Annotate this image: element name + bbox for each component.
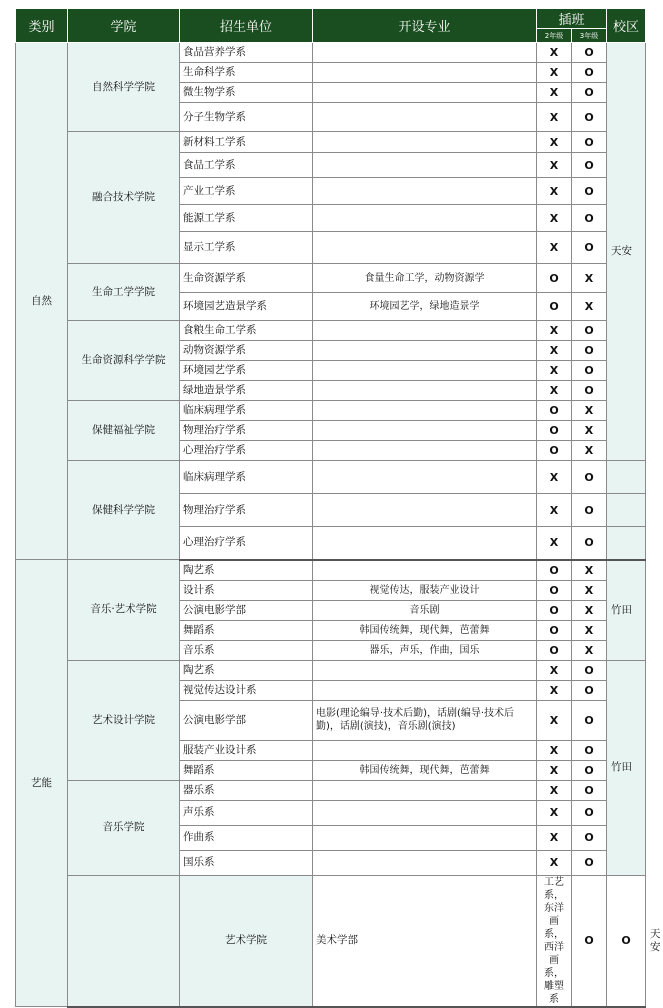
unit-cell: 临床病理学系 [180, 461, 313, 494]
year3-cell: O [572, 83, 607, 103]
college-cell: 艺术学院 [180, 875, 313, 1007]
unit-cell: 食品工学系 [180, 153, 313, 178]
majors-cell [313, 740, 537, 760]
majors-cell [313, 800, 537, 825]
unit-cell: 环境园艺学系 [180, 361, 313, 381]
majors-cell [313, 825, 537, 850]
unit-cell: 美术学部 [313, 875, 537, 1007]
year2-cell: X [537, 800, 572, 825]
unit-cell: 物理治疗学系 [180, 494, 313, 527]
year2-cell: X [537, 361, 572, 381]
majors-cell [313, 461, 537, 494]
year3-cell: O [607, 875, 646, 1007]
year2-cell: X [537, 780, 572, 800]
unit-cell: 心理治疗学系 [180, 441, 313, 461]
unit-cell: 国乐系 [180, 850, 313, 875]
majors-cell [313, 560, 537, 581]
majors-cell [313, 321, 537, 341]
year2-cell: X [537, 850, 572, 875]
category-cell: 自然 [16, 43, 68, 560]
admissions-table: 类别 学院 招生单位 开设专业 插班 校区 2年级 3年级 自然 自然科学学院 食品营养学系 X O 天安 生命科学系 X O 微生物学系 X O 分子生物学系 X O 融合技术学院 新材料工学系 X O 食品工学系 X O 产业工学系 X O 能源工学系 X O 显示工学系 X O 生命工学学院 生命资源学系 食量生命工学，动物资源学 O X 环境园艺造景学系 环境园艺学，绿地造景学 O X 生命资源科学学院 食粮生命工学系 X O 动物资源学系 X O 环境园艺学系 X O 绿地造景学系 X O 保健福祉学院 临床病理学系 O X 物理治疗学系 O X 心理治疗学系 O X 保健科学学院 临床病理学系 X O 物理治疗学系 X O 心理治疗学系 X O 艺能 音乐·艺术学院 陶艺系 O X 竹田 设计系 视觉传达，服装产业设计 O X 公演电影学部 音乐剧 O X 舞蹈系 韩国传统舞，现代舞，芭蕾舞 O X 音乐系 器乐，声乐，作曲，国乐 O X 艺术设计学院 陶艺系 X O 竹田 视觉传达设计系 X O 公演电影学部 电影(理论编导·技术后勤)，话剧(编导·技术后勤)，话剧(演技)，音乐剧(演技) X O 服装产业设计系 X O 舞蹈系 韩国传统舞，现代舞，芭蕾舞 X O 音乐学院 器乐系 X O 声乐系 X O 作曲系 X O 国乐系 X O 艺术学院 美术学部 工艺系，东洋画系，西洋画系，雕塑系 O O 天安 [15, 8, 646, 1008]
majors-cell [313, 153, 537, 178]
campus-cell [607, 461, 646, 494]
unit-cell: 陶艺系 [180, 560, 313, 581]
unit-cell: 显示工学系 [180, 232, 313, 264]
unit-cell: 分子生物学系 [180, 103, 313, 132]
header-category: 类别 [16, 9, 68, 43]
campus-cell: 竹田 [607, 560, 646, 661]
year3-cell: O [572, 527, 607, 560]
college-cell: 生命资源科学学院 [68, 321, 180, 401]
majors-cell [313, 850, 537, 875]
year2-cell: O [537, 640, 572, 660]
year3-cell: O [572, 660, 607, 680]
year3-cell: X [572, 640, 607, 660]
year3-cell: O [572, 205, 607, 232]
year2-cell: X [537, 740, 572, 760]
unit-cell: 绿地造景学系 [180, 381, 313, 401]
college-cell: 艺术设计学院 [68, 660, 180, 780]
year2-cell: X [537, 527, 572, 560]
college-cell: 生命工学学院 [68, 264, 180, 321]
majors-cell: 电影(理论编导·技术后勤)，话剧(编导·技术后勤)，话剧(演技)，音乐剧(演技) [313, 700, 537, 740]
year3-cell: O [572, 825, 607, 850]
year2-cell: X [537, 494, 572, 527]
year2-cell: X [537, 825, 572, 850]
unit-cell: 生命科学系 [180, 63, 313, 83]
campus-cell [607, 527, 646, 560]
majors-cell [313, 421, 537, 441]
year2-cell: O [537, 560, 572, 581]
college-cell: 保健福祉学院 [68, 401, 180, 461]
unit-cell: 音乐系 [180, 640, 313, 660]
majors-cell: 环境园艺学，绿地造景学 [313, 293, 537, 321]
year3-cell: O [572, 800, 607, 825]
year2-cell: O [537, 580, 572, 600]
unit-cell: 心理治疗学系 [180, 527, 313, 560]
year3-cell: X [572, 441, 607, 461]
majors-cell: 视觉传达，服装产业设计 [313, 580, 537, 600]
unit-cell: 公演电影学部 [180, 600, 313, 620]
year3-cell: O [572, 103, 607, 132]
year3-cell: O [572, 132, 607, 153]
year3-cell: O [572, 760, 607, 780]
campus-cell [607, 494, 646, 527]
year2-cell: X [537, 321, 572, 341]
unit-cell: 新材料工学系 [180, 132, 313, 153]
header-college: 学院 [68, 9, 180, 43]
year2-cell: X [537, 232, 572, 264]
year2-cell: O [537, 421, 572, 441]
year2-cell: X [537, 132, 572, 153]
year3-cell: X [572, 421, 607, 441]
year2-cell: O [537, 600, 572, 620]
year2-cell: O [537, 620, 572, 640]
unit-cell: 声乐系 [180, 800, 313, 825]
year3-cell: O [572, 780, 607, 800]
unit-cell: 临床病理学系 [180, 401, 313, 421]
year3-cell: O [572, 381, 607, 401]
year3-cell: X [572, 293, 607, 321]
year3-cell: O [572, 232, 607, 264]
year3-cell: X [572, 401, 607, 421]
majors-cell [313, 205, 537, 232]
year3-cell: O [572, 321, 607, 341]
year3-cell: X [572, 580, 607, 600]
year2-cell: X [537, 63, 572, 83]
unit-cell: 陶艺系 [180, 660, 313, 680]
unit-cell: 动物资源学系 [180, 341, 313, 361]
unit-cell: 设计系 [180, 580, 313, 600]
college-cell: 自然科学学院 [68, 43, 180, 132]
year2-cell: X [537, 43, 572, 63]
college-cell: 音乐学院 [68, 780, 180, 875]
category-cell: 艺能 [16, 560, 68, 1007]
year3-cell: O [572, 341, 607, 361]
header-campus: 校区 [607, 9, 646, 43]
unit-cell: 生命资源学系 [180, 264, 313, 293]
majors-cell [313, 132, 537, 153]
header-transfer: 插班 [537, 9, 607, 29]
majors-cell [313, 401, 537, 421]
majors-cell [313, 63, 537, 83]
header-year2: 2年级 [537, 29, 572, 43]
majors-cell [313, 527, 537, 560]
unit-cell: 微生物学系 [180, 83, 313, 103]
year2-cell: O [537, 293, 572, 321]
year2-cell: X [537, 341, 572, 361]
year3-cell: O [572, 700, 607, 740]
year3-cell: O [572, 461, 607, 494]
header-unit: 招生单位 [180, 9, 313, 43]
year3-cell: O [572, 153, 607, 178]
college-cell: 保健科学学院 [68, 461, 180, 560]
year3-cell: X [572, 264, 607, 293]
unit-cell: 公演电影学部 [180, 700, 313, 740]
unit-cell: 环境园艺造景学系 [180, 293, 313, 321]
year3-cell: X [572, 600, 607, 620]
unit-cell: 舞蹈系 [180, 620, 313, 640]
category-cell [68, 875, 180, 1007]
unit-cell: 器乐系 [180, 780, 313, 800]
year3-cell: O [572, 740, 607, 760]
year2-cell: X [537, 381, 572, 401]
majors-cell [313, 680, 537, 700]
college-cell: 融合技术学院 [68, 132, 180, 264]
year3-cell: O [572, 850, 607, 875]
year2-cell: X [537, 680, 572, 700]
unit-cell: 食粮生命工学系 [180, 321, 313, 341]
year2-cell: O [537, 264, 572, 293]
unit-cell: 作曲系 [180, 825, 313, 850]
year3-cell: O [572, 178, 607, 205]
majors-cell: 器乐，声乐，作曲，国乐 [313, 640, 537, 660]
year3-cell: X [572, 560, 607, 581]
year2-cell: X [537, 103, 572, 132]
majors-cell: 韩国传统舞，现代舞，芭蕾舞 [313, 620, 537, 640]
majors-cell: 音乐剧 [313, 600, 537, 620]
majors-cell: 工艺系，东洋画系，西洋画系，雕塑系 [537, 875, 572, 1007]
unit-cell: 服装产业设计系 [180, 740, 313, 760]
college-cell: 音乐·艺术学院 [68, 560, 180, 661]
majors-cell [313, 341, 537, 361]
year2-cell: O [537, 441, 572, 461]
year2-cell: X [537, 153, 572, 178]
majors-cell [313, 660, 537, 680]
year2-cell: X [537, 660, 572, 680]
year3-cell: O [572, 43, 607, 63]
majors-cell [313, 780, 537, 800]
unit-cell: 舞蹈系 [180, 760, 313, 780]
unit-cell: 食品营养学系 [180, 43, 313, 63]
majors-cell [313, 43, 537, 63]
majors-cell [313, 494, 537, 527]
majors-cell [313, 361, 537, 381]
year3-cell: O [572, 494, 607, 527]
year3-cell: X [572, 620, 607, 640]
year3-cell: O [572, 63, 607, 83]
year2-cell: X [537, 760, 572, 780]
year2-cell: O [537, 401, 572, 421]
year3-cell: O [572, 361, 607, 381]
unit-cell: 能源工学系 [180, 205, 313, 232]
campus-cell: 天安 [607, 43, 646, 461]
majors-cell [313, 381, 537, 401]
majors-cell: 韩国传统舞，现代舞，芭蕾舞 [313, 760, 537, 780]
unit-cell: 物理治疗学系 [180, 421, 313, 441]
majors-cell [313, 103, 537, 132]
header-year3: 3年级 [572, 29, 607, 43]
campus-cell: 竹田 [607, 660, 646, 875]
majors-cell [313, 441, 537, 461]
year2-cell: X [537, 205, 572, 232]
year2-cell: X [537, 178, 572, 205]
year2-cell: X [537, 700, 572, 740]
unit-cell: 产业工学系 [180, 178, 313, 205]
majors-cell [313, 83, 537, 103]
year3-cell: O [572, 680, 607, 700]
year2-cell: X [537, 83, 572, 103]
year2-cell: X [537, 461, 572, 494]
majors-cell [313, 232, 537, 264]
majors-cell: 食量生命工学，动物资源学 [313, 264, 537, 293]
unit-cell: 视觉传达设计系 [180, 680, 313, 700]
majors-cell [313, 178, 537, 205]
header-majors: 开设专业 [313, 9, 537, 43]
year2-cell: O [572, 875, 607, 1007]
